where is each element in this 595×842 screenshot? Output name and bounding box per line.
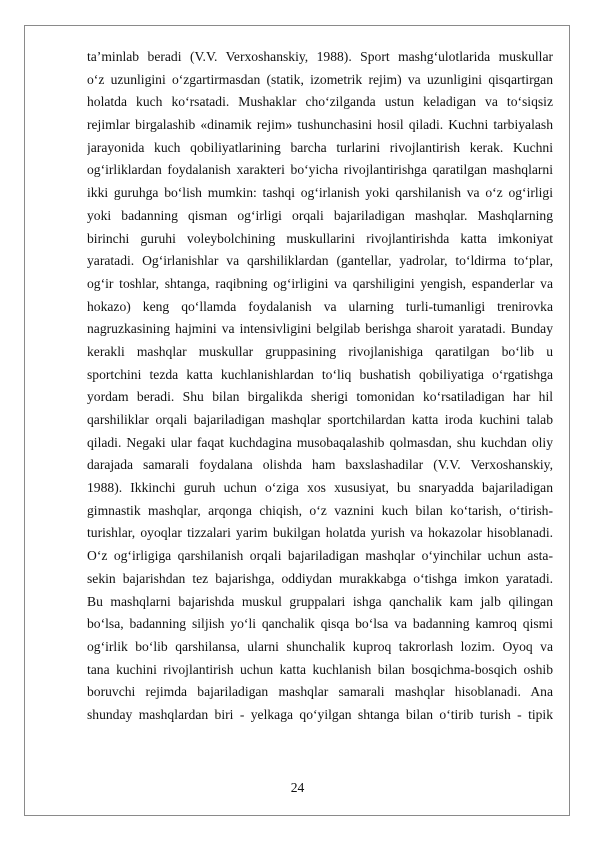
text-line: rejimlar birgalashib «dinamik rejim» tushunchasini hosil qiladi. Kuchni tarbiyalash — [87, 117, 553, 133]
text-line: 1988). Ikkinchi guruh uchun o‘ziga xos xususiyat, bu snaryadda bajariladigan — [87, 480, 553, 496]
text-line: ikki guruhga bo‘lish mumkin: tashqi og‘irlanish yoki qarshilanish va o‘z og‘irligi — [87, 185, 553, 201]
text-line: yaratadi. Og‘irlanishlar va qarshiliklardan (gantellar, yadrolar, to‘ldirma to‘plar, — [87, 253, 553, 269]
text-line: boruvchi rejimda bajariladigan mashqlar samarali mashqlar hisoblanadi. Ana — [87, 684, 553, 700]
text-line: tana kuchini rivojlantirish uchun katta kuchlanish bilan bosqichma-bosqich oshib — [87, 661, 553, 677]
body-text — [87, 46, 553, 727]
page-number: 24 — [290, 780, 305, 795]
text-line: holatda kuch ko‘rsatadi. Mushaklar cho‘zilganda ustun keladigan va to‘siqsiz — [87, 94, 553, 110]
text-line: gimnastik mashqlar, arqonga chiqish, o‘z vaznini kuch bilan ko‘tarish, o‘tirish- — [87, 502, 553, 518]
text-line: ta’minlab beradi (V.V. Verxoshanskiy, 1988). Sport mashg‘ulotlarida muskullar — [87, 49, 553, 64]
text-line: shunday mashqlardan biri - yelkaga qo‘yilgan shtanga bilan o‘tirib turish - tipik — [87, 706, 553, 722]
text-line: og‘irlik bo‘lib qarshilansa, ularni shunchalik kuproq takrorlash lozim. Oyoq va — [87, 638, 553, 654]
text-line: birinchi guruhi voleybolchining muskullarini rivojlantirishda katta imkoniyat — [87, 230, 553, 246]
text-line: turishlar, oyoqlar tizzalari yarim bukilgan holatda yurish va hokazolar hisoblanadi. — [87, 525, 553, 541]
text-line: sekin bajarishdan tez bajarishga, oddiydan murakkabga o‘tishga imkon yaratadi. — [87, 570, 553, 586]
text-line: Bu mashqlarni bajarishda muskul gruppalari ishga qanchalik kam jalb qilingan — [87, 593, 553, 609]
text-line: nagruzkasining hajmini va intensivligini belgilab berishga sharoit yaratadi. Bunday — [87, 321, 553, 337]
text-line: O‘z og‘irligiga qarshilanish orqali bajariladigan mashqlar o‘yinchilar uchun asta- — [87, 548, 553, 564]
text-line: bo‘lsa, badanning siljish yo‘li qanchalik qisqa bo‘lsa va badanning kamroq qismi — [87, 616, 553, 632]
text-line: kerakli mashqlar muskullar gruppasining rivojlanishiga qaratilgan bo‘lib u — [87, 343, 553, 359]
text-line: hokazo) keng qo‘llamda foydalanish va ularning turli-tumanligi trenirovka — [87, 298, 553, 314]
text-line: qarshiliklar orqali bajariladigan mashqlar sportchilardan katta iroda kuchini talab — [87, 412, 553, 427]
text-line: og‘irliklardan foydalanish xarakteri bo‘yicha rivojlantirishga qaratilgan mashqlarni — [87, 162, 553, 178]
text-line: og‘ir toshlar, shtanga, raqibning og‘irligini va qarshiligini yengish, espanderlar va — [87, 275, 553, 291]
text-line: jarayonida kuch qobiliyatlarining barcha turlarini rivojlantirish kerak. Kuchni — [87, 139, 553, 155]
text-line: sportchini tezda katta kuchlanishlardan to‘liq bushatish qobiliyatiga o‘rgatishga — [87, 366, 553, 382]
text-line: o‘z uzunligini o‘zgartirmasdan (statik, izometrik rejim) va uzunligini qisqartirgan — [87, 71, 553, 87]
text-line: yoki badanning qisman og‘irligi orqali bajariladigan mashqlar. Mashqlarning — [87, 207, 553, 223]
text-line: darajada samarali foydalana olishda ham baxslashadilar (V.V. Verxoshanskiy, — [87, 457, 553, 473]
text-line: qiladi. Negaki ular faqat kuchdagina musobaqalashib qolmasdan, shu kuchdan oliy — [87, 434, 553, 450]
text-line: yordam beradi. Shu bilan birgalikda sherigi tomonidan ko‘rsatiladigan har hil — [87, 389, 553, 405]
